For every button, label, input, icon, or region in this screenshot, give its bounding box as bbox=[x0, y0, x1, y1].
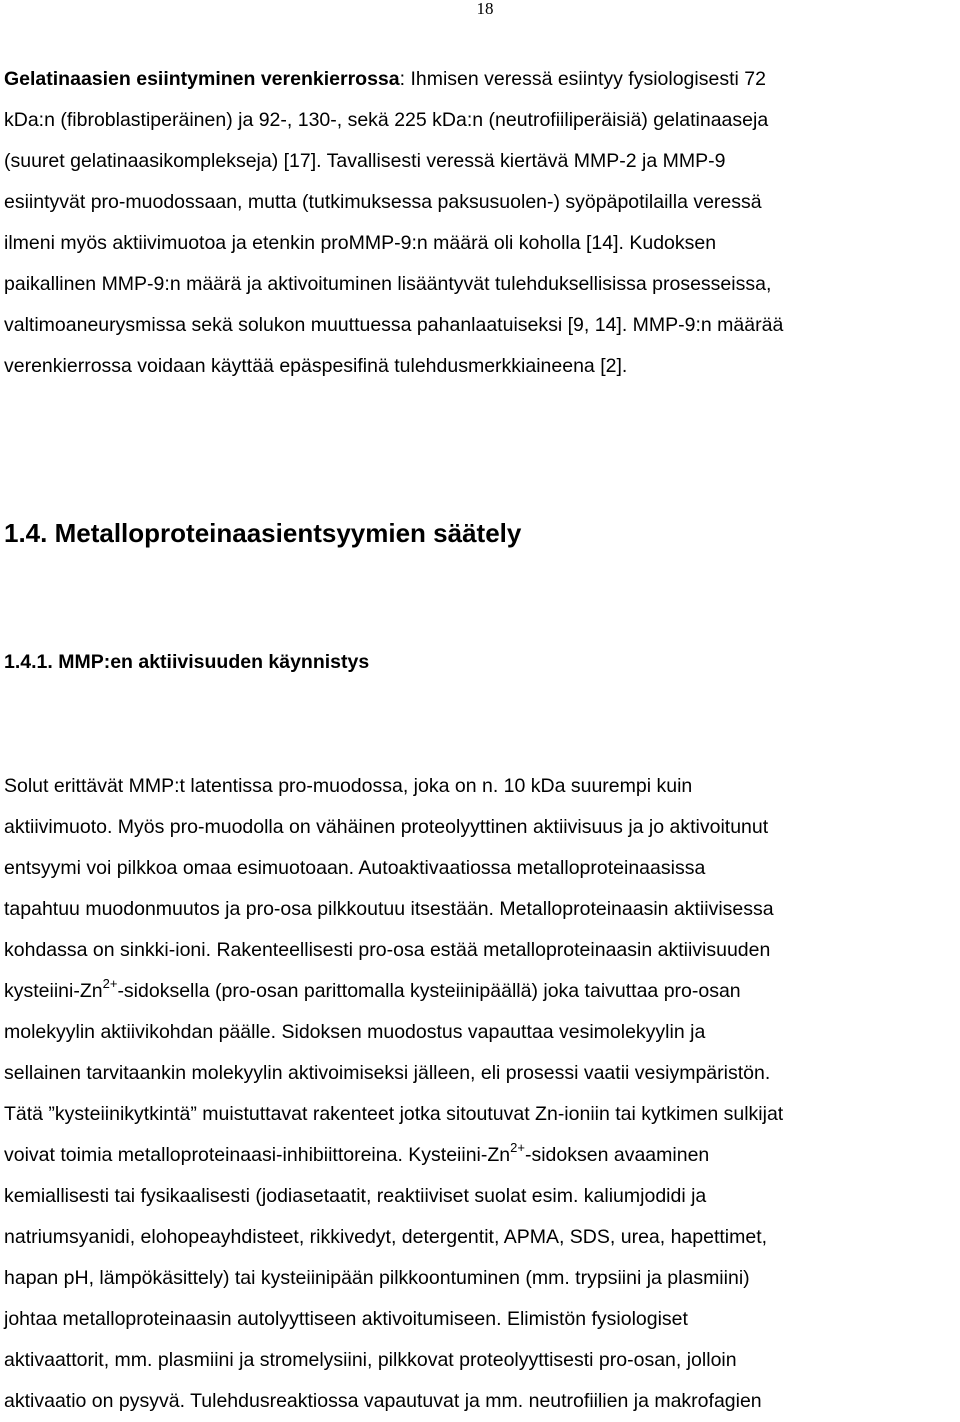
text-line: Solut erittävät MMP:t latentissa pro-muodossa, joka on n. 10 kDa suurempi kuin bbox=[4, 775, 693, 797]
paragraph-lead-text: : Ihmisen veressä esiintyy fysiologisesti 72 bbox=[399, 68, 766, 90]
text-segment: voivat toimia metalloproteinaasi-inhibiittoreina. Kysteiini-Zn bbox=[4, 1144, 511, 1166]
charge-superscript: 2+ bbox=[102, 975, 118, 991]
text-line: valtimoaneurysmissa sekä solukon muuttuessa pahanlaatuiseksi [9, 14]. MMP-9:n määrää bbox=[4, 314, 784, 336]
text-line bbox=[4, 59, 959, 100]
text-segment: kysteiini-Zn bbox=[4, 980, 103, 1002]
text-line: paikallinen MMP-9:n määrä ja aktivoituminen lisääntyvät tulehduksellisissa prosesseissa, bbox=[4, 273, 772, 295]
text-line: johtaa metalloproteinaasin autolyyttiseen aktivoitumiseen. Elimistön fysiologiset bbox=[4, 1308, 688, 1330]
charge-superscript: 2+ bbox=[510, 1139, 525, 1155]
subsection-heading: 1.4.1. MMP:en aktiivisuuden käynnistys bbox=[4, 651, 370, 673]
text-segment: -sidoksella (pro-osan parittomalla kysteiinipäällä) joka taivuttaa pro-osan bbox=[117, 980, 741, 1002]
text-line: aktivaatio on pysyvä. Tulehdusreaktiossa vapautuvat ja mm. neutrofiilien ja makrofagien bbox=[4, 1390, 762, 1412]
paragraph-lead-heading: Gelatinaasien esiintyminen verenkierrossa bbox=[4, 68, 400, 90]
text-line: ilmeni myös aktiivimuotoa ja etenkin proMMP-9:n määrä oli koholla [14]. Kudoksen bbox=[4, 232, 717, 254]
text-line: molekyylin aktiivikohdan päälle. Sidoksen muodostus vapauttaa vesimolekyylin ja bbox=[4, 1021, 706, 1043]
text-line: (suuret gelatinaasikomplekseja) [17]. Tavallisesti veressä kiertävä MMP-2 ja MMP-9 bbox=[4, 150, 726, 172]
text-line: verenkierrossa voidaan käyttää epäspesifinä tulehdusmerkkiaineena [2]. bbox=[4, 355, 628, 377]
text-line: natriumsyanidi, elohopeayhdisteet, rikkivedyt, detergentit, APMA, SDS, urea, hapettimet, bbox=[4, 1226, 768, 1248]
text-line: sellainen tarvitaankin molekyylin aktivoimiseksi jälleen, eli prosessi vaatii vesiympäristön. bbox=[4, 1062, 771, 1084]
text-line: entsyymi voi pilkkoa omaa esimuotoaan. Autoaktivaatiossa metalloproteinaasissa bbox=[4, 857, 706, 879]
paragraph-mmp-activation bbox=[4, 766, 959, 1422]
text-line: aktivaattorit, mm. plasmiini ja stromelysiini, pilkkovat proteolyyttisesti pro-osan, jolloin bbox=[4, 1349, 737, 1371]
section-heading: 1.4. Metalloproteinaasientsyymien säätely bbox=[4, 518, 522, 548]
text-line: kDa:n (fibroblastiperäinen) ja 92-, 130-, sekä 225 kDa:n (neutrofiiliperäisiä) gelatinaaseja bbox=[4, 109, 769, 131]
text-line: aktiivimuoto. Myös pro-muodolla on vähäinen proteolyyttinen aktiivisuus ja jo aktivoitunut bbox=[4, 816, 769, 838]
text-line bbox=[4, 1135, 959, 1176]
text-line: esiintyvät pro-muodossaan, mutta (tutkimuksessa paksusuolen-) syöpäpotilailla veressä bbox=[4, 191, 762, 213]
text-line: hapan pH, lämpökäsittely) tai kysteiinipään pilkkoontuminen (mm. trypsiini ja plasmiini) bbox=[4, 1267, 750, 1289]
paragraph-gelatinases-in-circulation bbox=[4, 59, 959, 387]
page-number: 18 bbox=[476, 0, 494, 18]
text-line bbox=[4, 971, 959, 1012]
text-line: kemiallisesti tai fysikaalisesti (jodiasetaatit, reaktiiviset suolat esim. kaliumjodidi ja bbox=[4, 1185, 707, 1207]
text-segment: -sidoksen avaaminen bbox=[524, 1144, 710, 1166]
text-line: kohdassa on sinkki-ioni. Rakenteellisesti pro-osa estää metalloproteinaasin aktiivisuuden bbox=[4, 939, 771, 961]
text-line: Tätä ”kysteiinikytkintä” muistuttavat rakenteet jotka sitoutuvat Zn-ioniin tai kytkimen sulkijat bbox=[4, 1103, 784, 1125]
text-line: tapahtuu muodonmuutos ja pro-osa pilkkoutuu itsestään. Metalloproteinaasin aktiivisessa bbox=[4, 898, 774, 920]
